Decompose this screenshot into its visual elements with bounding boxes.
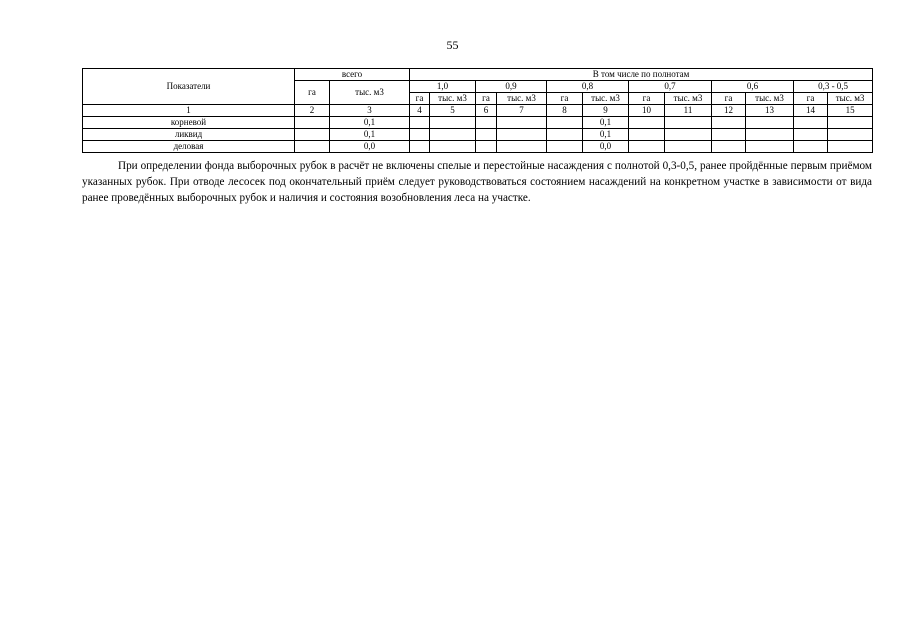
- header-unit-ha: га: [629, 93, 665, 105]
- table-cell: [476, 117, 497, 129]
- table-cell: [794, 129, 828, 141]
- table-cell: 0,1: [583, 129, 629, 141]
- table-cell: [295, 117, 330, 129]
- header-density-1-0: 1,0: [410, 81, 476, 93]
- table-cell: [547, 129, 583, 141]
- column-number-cell: 15: [828, 105, 873, 117]
- header-density-0-3-0-5: 0,3 - 0,5: [794, 81, 873, 93]
- header-total-ha: га: [295, 81, 330, 105]
- table-cell: [430, 117, 476, 129]
- table-cell: [712, 141, 746, 153]
- row-label: корневой: [83, 117, 295, 129]
- table-cell: [430, 129, 476, 141]
- table-cell: 0,0: [330, 141, 410, 153]
- column-number-cell: 9: [583, 105, 629, 117]
- header-unit-m3: тыс. м3: [828, 93, 873, 105]
- table-cell: [410, 117, 430, 129]
- header-density-0-9: 0,9: [476, 81, 547, 93]
- forest-fund-table: [82, 68, 873, 153]
- column-number-cell: 14: [794, 105, 828, 117]
- column-number-cell: 11: [665, 105, 712, 117]
- header-indicators: Показатели: [83, 69, 295, 105]
- header-unit-m3: тыс. м3: [665, 93, 712, 105]
- table-cell: [629, 117, 665, 129]
- header-density-0-7: 0,7: [629, 81, 712, 93]
- table-cell: [430, 141, 476, 153]
- table-cell: [794, 141, 828, 153]
- page-number: 55: [446, 38, 459, 52]
- header-unit-ha: га: [476, 93, 497, 105]
- table-cell: [295, 129, 330, 141]
- table-cell: [712, 117, 746, 129]
- table-cell: [547, 117, 583, 129]
- table-cell: [746, 141, 794, 153]
- table-cell: [497, 129, 547, 141]
- table-cell: [629, 141, 665, 153]
- table-cell: 0,1: [330, 129, 410, 141]
- table-cell: [712, 129, 746, 141]
- column-number-cell: 7: [497, 105, 547, 117]
- header-unit-ha: га: [794, 93, 828, 105]
- explanatory-paragraph: При определении фонда выборочных рубок в расчёт не включены спелые и перестойные насаждения с полнотой 0,3-0,5, ранее пройдённые первым приёмом указанных рубок. При отводе лесосек под окончательный приём следует руководствоваться состоянием насаждений на конкретном участке в зависимости от вида ранее проведённых выборочных рубок и наличия и состояния возобновления леса на участке.: [82, 160, 872, 204]
- column-number-cell: 5: [430, 105, 476, 117]
- table-cell: [665, 117, 712, 129]
- column-number-cell: 10: [629, 105, 665, 117]
- header-density-0-6: 0,6: [712, 81, 794, 93]
- row-label: деловая: [83, 141, 295, 153]
- header-unit-m3: тыс. м3: [746, 93, 794, 105]
- table-cell: [629, 129, 665, 141]
- table-cell: [665, 141, 712, 153]
- header-unit-m3: тыс. м3: [430, 93, 476, 105]
- row-label: ликвид: [83, 129, 295, 141]
- header-density-0-8: 0,8: [547, 81, 629, 93]
- table-cell: [476, 129, 497, 141]
- column-number-cell: 8: [547, 105, 583, 117]
- table-cell: [410, 141, 430, 153]
- table-row: [83, 117, 873, 129]
- table-cell: [828, 117, 873, 129]
- table-row: [83, 141, 873, 153]
- table-cell: [794, 117, 828, 129]
- column-number-cell: 12: [712, 105, 746, 117]
- column-number-cell: 1: [83, 105, 295, 117]
- table-row: [83, 129, 873, 141]
- table-cell: [828, 141, 873, 153]
- table-cell: [746, 129, 794, 141]
- header-unit-m3: тыс. м3: [583, 93, 629, 105]
- table-cell: [410, 129, 430, 141]
- column-number-cell: 13: [746, 105, 794, 117]
- table-cell: [497, 141, 547, 153]
- header-including-by-density: В том числе по полнотам: [410, 69, 873, 81]
- table-cell: [547, 141, 583, 153]
- column-number-row: [83, 105, 873, 117]
- table-cell: [476, 141, 497, 153]
- header-unit-ha: га: [712, 93, 746, 105]
- table-cell: 0,1: [330, 117, 410, 129]
- column-number-cell: 4: [410, 105, 430, 117]
- header-total: всего: [295, 69, 410, 81]
- table-cell: [497, 117, 547, 129]
- column-number-cell: 2: [295, 105, 330, 117]
- table-cell: [665, 129, 712, 141]
- table-cell: 0,1: [583, 117, 629, 129]
- table-cell: [746, 117, 794, 129]
- header-unit-ha: га: [410, 93, 430, 105]
- header-unit-m3: тыс. м3: [497, 93, 547, 105]
- table-cell: [295, 141, 330, 153]
- header-total-thousand-m3: тыс. м3: [330, 81, 410, 105]
- table-cell: 0,0: [583, 141, 629, 153]
- table-cell: [828, 129, 873, 141]
- header-row-1: [83, 69, 873, 81]
- column-number-cell: 6: [476, 105, 497, 117]
- column-number-cell: 3: [330, 105, 410, 117]
- header-unit-ha: га: [547, 93, 583, 105]
